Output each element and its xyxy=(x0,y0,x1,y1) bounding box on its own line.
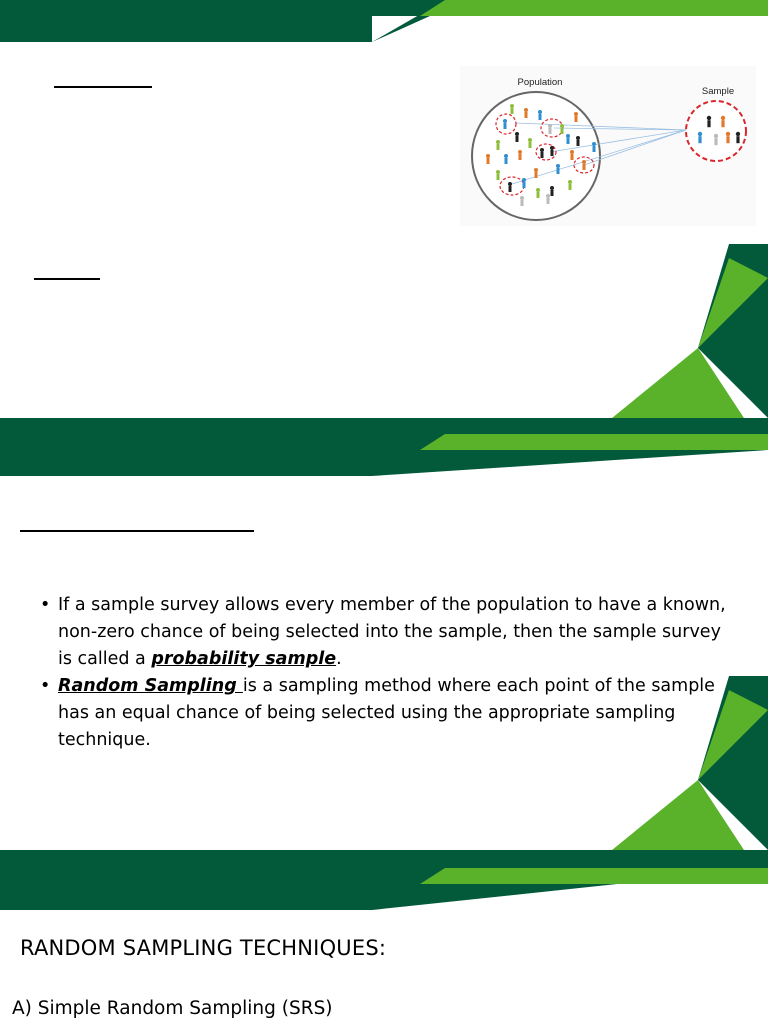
term-random-sampling: Random Sampling xyxy=(58,676,243,696)
bullet-random-sampling: • Random Sampling is a sampling method where each point of the sample has an equal chance of being selected using the appropriate sampling technique. xyxy=(40,673,730,754)
slide3-top-band xyxy=(0,850,768,910)
sample-circle xyxy=(686,101,746,161)
random-sampling-techniques-heading: RANDOM SAMPLING TECHNIQUES: xyxy=(20,936,387,960)
bullet-probability-sample: • If a sample survey allows every member of the population to have a known, non-zero chance of being selected into the sample, then the sample survey is called a probability sample. xyxy=(40,592,730,673)
term-probability-sample: probability sample xyxy=(151,649,337,669)
bullet-dot: • xyxy=(40,595,51,615)
definition-bullets xyxy=(40,592,730,754)
slide-1 xyxy=(0,0,768,418)
population-circle xyxy=(472,92,600,220)
slide2-top-band xyxy=(0,418,768,476)
right-decorative-triangles xyxy=(612,244,768,418)
title-blank-line xyxy=(54,86,152,88)
slide2-title-blank-line xyxy=(20,530,254,532)
top-decorative-band xyxy=(0,0,768,42)
sample-label: Sample xyxy=(701,86,735,97)
population-label: Population xyxy=(517,77,563,88)
population-sample-diagram xyxy=(460,66,756,226)
subtitle-blank-line xyxy=(34,278,100,280)
bullet-dot: • xyxy=(40,676,51,696)
simple-random-sampling-subheading: A) Simple Random Sampling (SRS) xyxy=(12,998,333,1019)
